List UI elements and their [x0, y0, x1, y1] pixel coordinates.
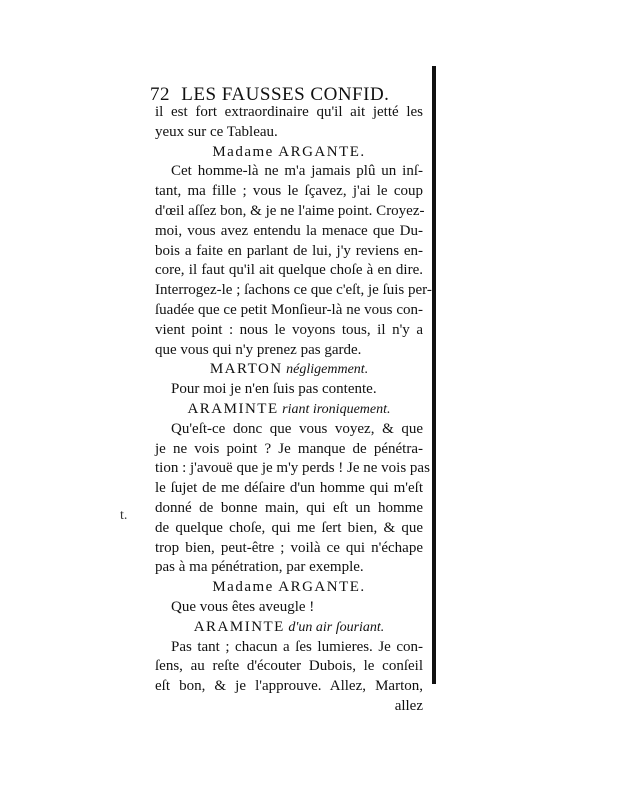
- speaker-name: Madame ARGANTE.: [212, 579, 366, 596]
- page-edge-line: [432, 66, 436, 684]
- speaker-heading: [155, 143, 423, 162]
- text-line: donné de bonne main, qui eſt un homme: [155, 500, 423, 516]
- running-title: LES FAUSSES CONFID.: [181, 84, 390, 105]
- text-line: le ſujet de me déſaire d'un homme qui m'eſt: [155, 480, 423, 497]
- speaker-heading: [155, 618, 423, 637]
- speaker-name: ARAMINTE: [193, 618, 285, 635]
- text-line: yeux sur ce Tableau.: [155, 123, 278, 140]
- text-line: je ne vois point ? Je manque de pénétra-: [155, 440, 423, 457]
- text-line: ſens, au reſte d'écouter Dubois, le conſeil: [155, 658, 423, 675]
- text-line: Que vous êtes aveugle !: [171, 599, 315, 615]
- margin-mark: t.: [120, 508, 128, 523]
- text-line: bois a faite en parlant de lui, j'y reviens en-: [155, 242, 423, 259]
- text-line: Interrogez-le ; ſachons ce que c'eſt, je ſuis per-: [155, 282, 432, 299]
- speaker-heading: [155, 360, 423, 379]
- text-line: Cet homme-là ne m'a jamais plû un inſ-: [171, 163, 423, 180]
- catchword: allez: [394, 698, 423, 714]
- text-line: de quelque choſe, qui me ſert bien, & que: [155, 519, 423, 536]
- speaker-heading: [155, 578, 423, 597]
- speaker-name: Madame ARGANTE.: [212, 143, 366, 160]
- text-line: il est fort extraordinaire qu'il ait jetté les: [155, 104, 423, 120]
- page-number: 72: [150, 84, 170, 105]
- stage-direction: négligemment.: [282, 362, 369, 378]
- text-line: pas à ma pénétration, par exemple.: [155, 559, 364, 576]
- text-line: Pas tant ; chacun a ſes lumieres. Je con-: [171, 638, 423, 655]
- text-line: trop bien, peut-être ; voilà ce qui n'échape: [155, 539, 423, 556]
- text-line: que vous qui n'y prenez pas garde.: [155, 341, 362, 358]
- text-line: Qu'eſt-ce donc que vous voyez, & que: [171, 420, 423, 437]
- text-line: eſt bon, & je l'approuve. Allez, Marton,: [155, 678, 423, 695]
- text-line: ſuadée que ce petit Monſieur-là ne vous con-: [155, 302, 423, 318]
- text-line: core, il faut qu'il ait quelque choſe à en dire.: [155, 262, 423, 279]
- speaker-name: ARAMINTE: [187, 401, 279, 417]
- text-line: tant, ma fille ; vous le ſçavez, j'ai le coup: [155, 183, 423, 200]
- text-line: d'œil aſſez bon, & je ne l'aime point. Croyez-: [155, 203, 425, 219]
- speaker-name: MARTON: [209, 361, 283, 378]
- text-line: vient point : nous le voyons tous, il n'y a: [155, 321, 423, 338]
- stage-direction: riant ironiquement.: [278, 402, 391, 417]
- text-line: moi, vous avez entendu la menace que Du-: [155, 222, 423, 239]
- stage-direction: d'un air ſouriant.: [284, 619, 385, 635]
- speaker-heading: [155, 400, 423, 419]
- text-line: tion : j'avouë que je m'y perds ! Je ne vois pas: [155, 460, 430, 477]
- text-line: Pour moi je n'en ſuis pas contente.: [171, 381, 377, 398]
